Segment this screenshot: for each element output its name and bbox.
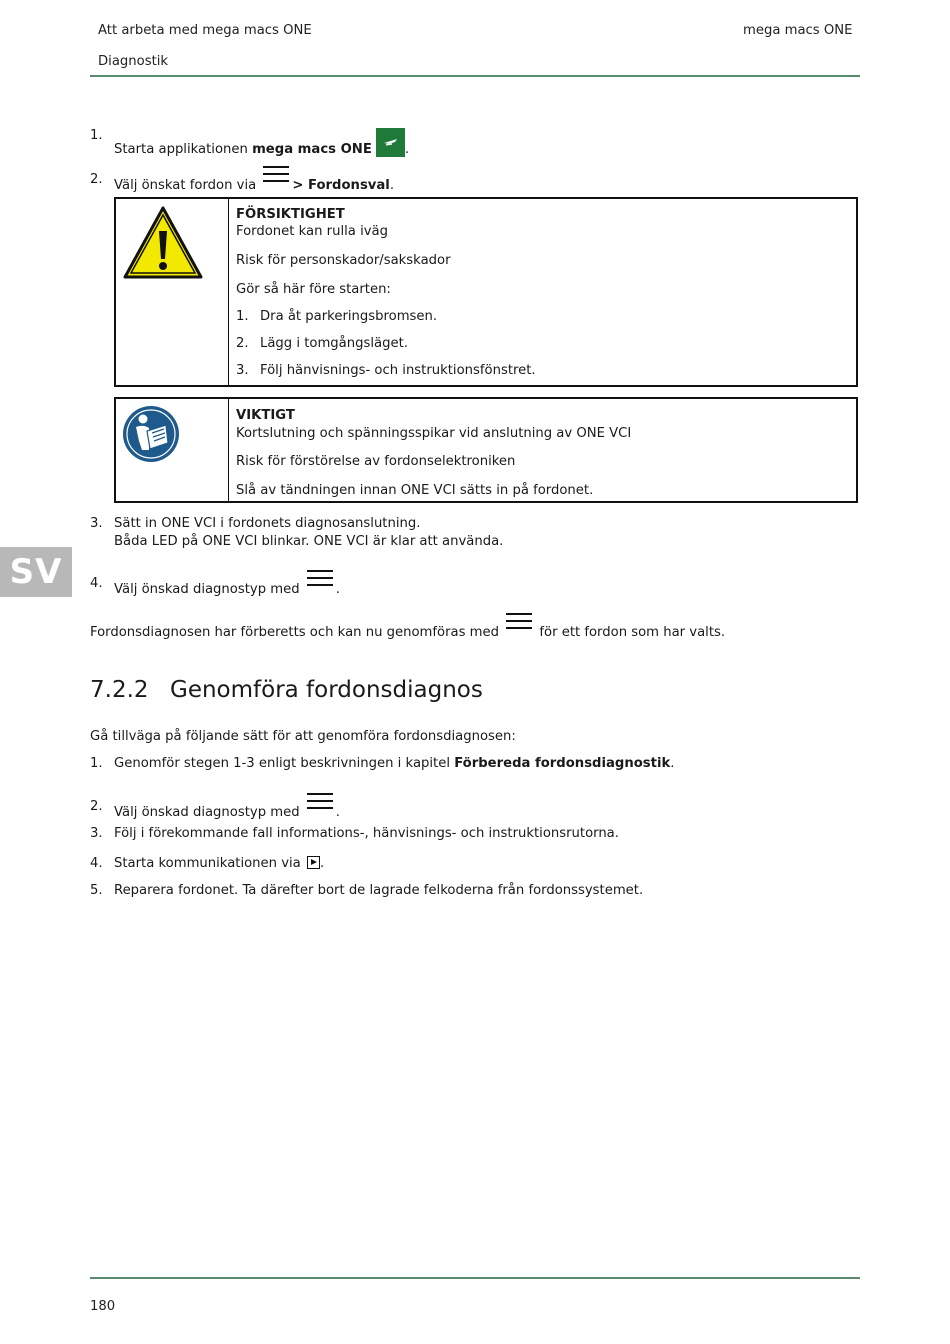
header-left-title: Att arbeta med mega macs ONE	[98, 23, 312, 38]
menu-icon	[263, 165, 289, 183]
menu-icon	[307, 569, 333, 587]
menu-icon	[307, 792, 333, 810]
step-text	[114, 165, 395, 193]
step-pre: Välj önskad diagnostyp med	[114, 805, 304, 820]
header-section: Diagnostik	[98, 54, 169, 69]
step-post: .	[389, 178, 395, 193]
app-icon	[376, 128, 405, 157]
step-text: Följ i förekommande fall informations-, hänvisnings- och instruktionsrutorna.	[114, 826, 619, 841]
caution-list-item	[236, 336, 408, 351]
section-number: 7.2.2	[90, 677, 149, 703]
step-number: 2.	[90, 799, 103, 814]
step-bold: mega macs ONE	[252, 142, 372, 157]
important-line: Kortslutning och spänningsspikar vid anslutning av ONE VCI	[236, 426, 632, 441]
important-line: Risk för förstörelse av fordonselektroniken	[236, 454, 516, 469]
step-bold: > Fordonsval	[292, 178, 390, 193]
step-number: 1.	[90, 128, 103, 143]
step-text	[114, 569, 340, 597]
step-post: .	[670, 756, 675, 771]
step-text: Reparera fordonet. Ta därefter bort de lagrade felkoderna från fordonssystemet.	[114, 883, 644, 898]
step-pre: Genomför stegen 1-3 enligt beskrivningen i kapitel	[114, 756, 455, 771]
item-number: 2.	[236, 336, 249, 351]
caution-line: Fordonet kan rulla iväg	[236, 224, 388, 239]
step-number: 2.	[90, 172, 103, 187]
important-line: Slå av tändningen innan ONE VCI sätts in på fordonet.	[236, 483, 594, 498]
step-post: .	[404, 142, 410, 157]
page-number: 180	[90, 1299, 116, 1314]
step-text	[114, 128, 409, 157]
step-post: .	[335, 805, 340, 820]
section-heading	[90, 677, 483, 703]
caution-box	[114, 197, 858, 387]
step-text	[114, 756, 674, 771]
header-right-title: mega macs ONE	[743, 23, 853, 38]
section-title: Genomföra fordonsdiagnos	[170, 677, 483, 703]
caution-list-item	[236, 363, 536, 378]
summary-pre: Fordonsdiagnosen har förberetts och kan nu genomföras med	[90, 625, 504, 640]
intro-text: Gå tillväga på följande sätt för att genomföra fordonsdiagnosen:	[90, 729, 516, 744]
caution-title: FÖRSIKTIGHET	[236, 207, 345, 222]
important-icon-cell	[116, 399, 229, 501]
important-box	[114, 397, 858, 503]
step-post: .	[319, 856, 325, 871]
item-text: Följ hänvisnings- och instruktionsfönstret.	[260, 363, 536, 378]
step-pre: Välj önskad diagnostyp med	[114, 582, 304, 597]
item-number: 3.	[236, 363, 249, 378]
caution-list-item	[236, 309, 438, 324]
caution-line: Gör så här före starten:	[236, 282, 391, 297]
play-icon	[307, 856, 320, 869]
step-text	[114, 792, 340, 820]
header-rule	[90, 75, 860, 77]
step-number: 3.	[90, 516, 103, 531]
important-title: VIKTIGT	[236, 408, 295, 423]
warning-triangle-icon	[122, 205, 204, 281]
language-tab: SV	[0, 547, 72, 597]
step-number: 1.	[90, 756, 103, 771]
item-text: Lägg i tomgångsläget.	[260, 336, 408, 351]
caution-icon-cell	[116, 199, 229, 385]
step-pre: Välj önskat fordon via	[114, 178, 261, 193]
step-pre: Starta kommunikationen via	[114, 856, 305, 871]
summary-paragraph	[90, 612, 726, 640]
step-post: .	[335, 582, 340, 597]
step-number: 3.	[90, 826, 103, 841]
item-text: Dra åt parkeringsbromsen.	[260, 309, 438, 324]
step-pre: Starta applikationen	[114, 142, 253, 157]
summary-post: för ett fordon som har valts.	[535, 625, 726, 640]
footer-rule	[90, 1277, 860, 1279]
step-text: Sätt in ONE VCI i fordonets diagnosanslutning.	[114, 516, 421, 531]
step-text	[114, 856, 324, 871]
caution-line: Risk för personskador/sakskador	[236, 253, 451, 268]
step-text: Båda LED på ONE VCI blinkar. ONE VCI är klar att använda.	[114, 534, 504, 549]
read-manual-icon	[122, 405, 180, 463]
item-number: 1.	[236, 309, 249, 324]
menu-icon	[506, 612, 532, 630]
step-number: 5.	[90, 883, 103, 898]
step-number: 4.	[90, 576, 103, 591]
step-bold: Förbereda fordonsdiagnostik	[454, 756, 671, 771]
step-number: 4.	[90, 856, 103, 871]
